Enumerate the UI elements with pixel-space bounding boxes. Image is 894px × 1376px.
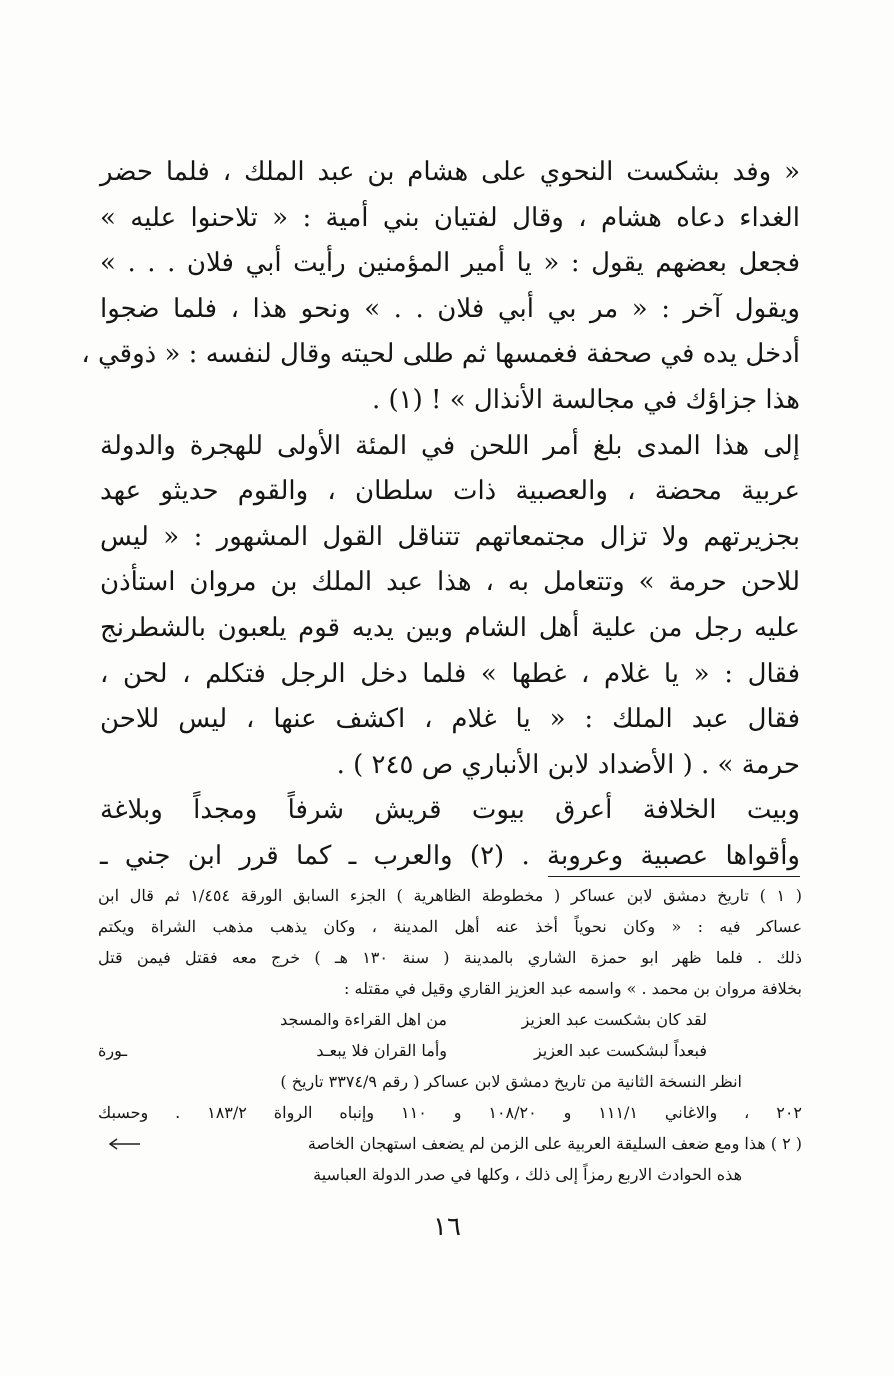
body-line: للاحن حرمة » وتتعامل به ، هذا عبد الملك بن مروان استأذن bbox=[100, 567, 800, 598]
footnote-line: عساكر فيه : « وكان نحوياً أخذ عنه أهل المدينة ، وكان يذهب مذهب الشراة ويكتم bbox=[98, 917, 802, 936]
body-line: الغداء دعاه هشام ، وقال لفتيان بني أمية : « تلاحنوا عليه » bbox=[100, 202, 800, 233]
body-line: أدخل يده في صحفة فغمسها ثم طلى لحيته وقال لنفسه : « ذوقي ، bbox=[81, 339, 800, 370]
body-line: إلى هذا المدى بلغ أمر اللحن في المئة الأولى للهجرة والدولة bbox=[100, 430, 800, 461]
footnote-divider bbox=[548, 876, 800, 877]
footnote-text: ( ٢ ) هذا ومع ضعف السليقة العربية على الزمن لم يضعف استهجان الخاصة bbox=[307, 1134, 802, 1153]
main-text bbox=[81, 150, 800, 880]
body-line: « وفد بشكست النحوي على هشام بن عبد الملك ، فلما حضر bbox=[100, 157, 800, 187]
body-line: فقال : « يا غلام ، غطها » فلما دخل الرجل فتكلم ، لحن ، bbox=[100, 658, 800, 689]
left-arrow-icon bbox=[108, 1128, 142, 1159]
footnote-line: ٢٠٢ ، والاغاني ١١١/١ و ١٠٨/٢٠ و ١١٠ وإنباه الرواة ١٨٣/٢ . وحسبك bbox=[98, 1103, 803, 1122]
footnotes bbox=[98, 880, 802, 1190]
footnote-line: انظر النسخة الثانية من تاريخ دمشق لابن عساكر ( رقم ٣٣٧٤/٩ تاريخ ) bbox=[280, 1072, 742, 1091]
body-line: ويقول آخر : « مر بي أبي فلان . . » ونحو هذا ، فلما ضجوا bbox=[100, 293, 800, 324]
body-line: فجعل بعضهم يقول : « يا أمير المؤمنين رأيت أبي فلان . . . » bbox=[100, 248, 800, 279]
verse-second-hemistich: من اهل القراءة والمسجد bbox=[280, 1010, 447, 1029]
verse-line bbox=[98, 1035, 802, 1066]
verse-trailing-fragment: ـورة bbox=[98, 1041, 128, 1060]
footnote-line bbox=[98, 1128, 802, 1159]
verse-second-hemistich: وأما القران فلا يبعـد bbox=[316, 1041, 447, 1060]
body-line: وبيت الخلافة أعرق بيوت قريش شرفاً ومجداً وبلاغة bbox=[100, 795, 800, 826]
footnote-line: بخلافة مروان بن محمد . » واسمه عبد العزيز القاري وقيل في مقتله : bbox=[344, 979, 802, 998]
verse-first-hemistich: فبعداً لبشكست عبد العزيز bbox=[533, 1041, 707, 1060]
body-line: وأقواها عصبية وعروبة . (٢) والعرب ـ كما قرر ابن جني ـ bbox=[100, 840, 800, 871]
body-line: حرمة » . ( الأضداد لابن الأنباري ص ٢٤٥ ) . bbox=[336, 749, 800, 780]
body-line: فقال عبد الملك : « يا غلام ، اكشف عنها ، ليس للاحن bbox=[100, 704, 800, 735]
page-number: ١٦ bbox=[433, 1212, 461, 1242]
footnote-line: هذه الحوادث الاربع رمزاً إلى ذلك ، وكلها في صدر الدولة العباسية bbox=[313, 1165, 742, 1184]
footnote-line: ذلك . فلما ظهر ابو حمزة الشاري بالمدينة ( سنة ١٣٠ هـ ) خرج معه فقتل فيمن قتل bbox=[98, 948, 802, 967]
verse-first-hemistich: لقد كان بشكست عبد العزيز bbox=[521, 1010, 707, 1029]
body-line: عربية محضة ، والعصبية ذات سلطان ، والقوم حديثو عهد bbox=[100, 476, 800, 507]
body-line: هذا جزاؤك في مجالسة الأنذال » ! (١) . bbox=[371, 384, 800, 415]
verse-line bbox=[98, 1004, 802, 1035]
body-line: عليه رجل من علية أهل الشام وبين يديه قوم يلعبون بالشطرنج bbox=[100, 612, 800, 643]
body-line: بجزيرتهم ولا تزال مجتمعاتهم تتناقل القول المشهور : « ليس bbox=[100, 521, 800, 552]
footnote-line: ( ١ ) تاريخ دمشق لابن عساكر ( مخطوطة الظاهرية ) الجزء السابق الورقة ١/٤٥٤ ثم قال ابن bbox=[98, 886, 802, 905]
